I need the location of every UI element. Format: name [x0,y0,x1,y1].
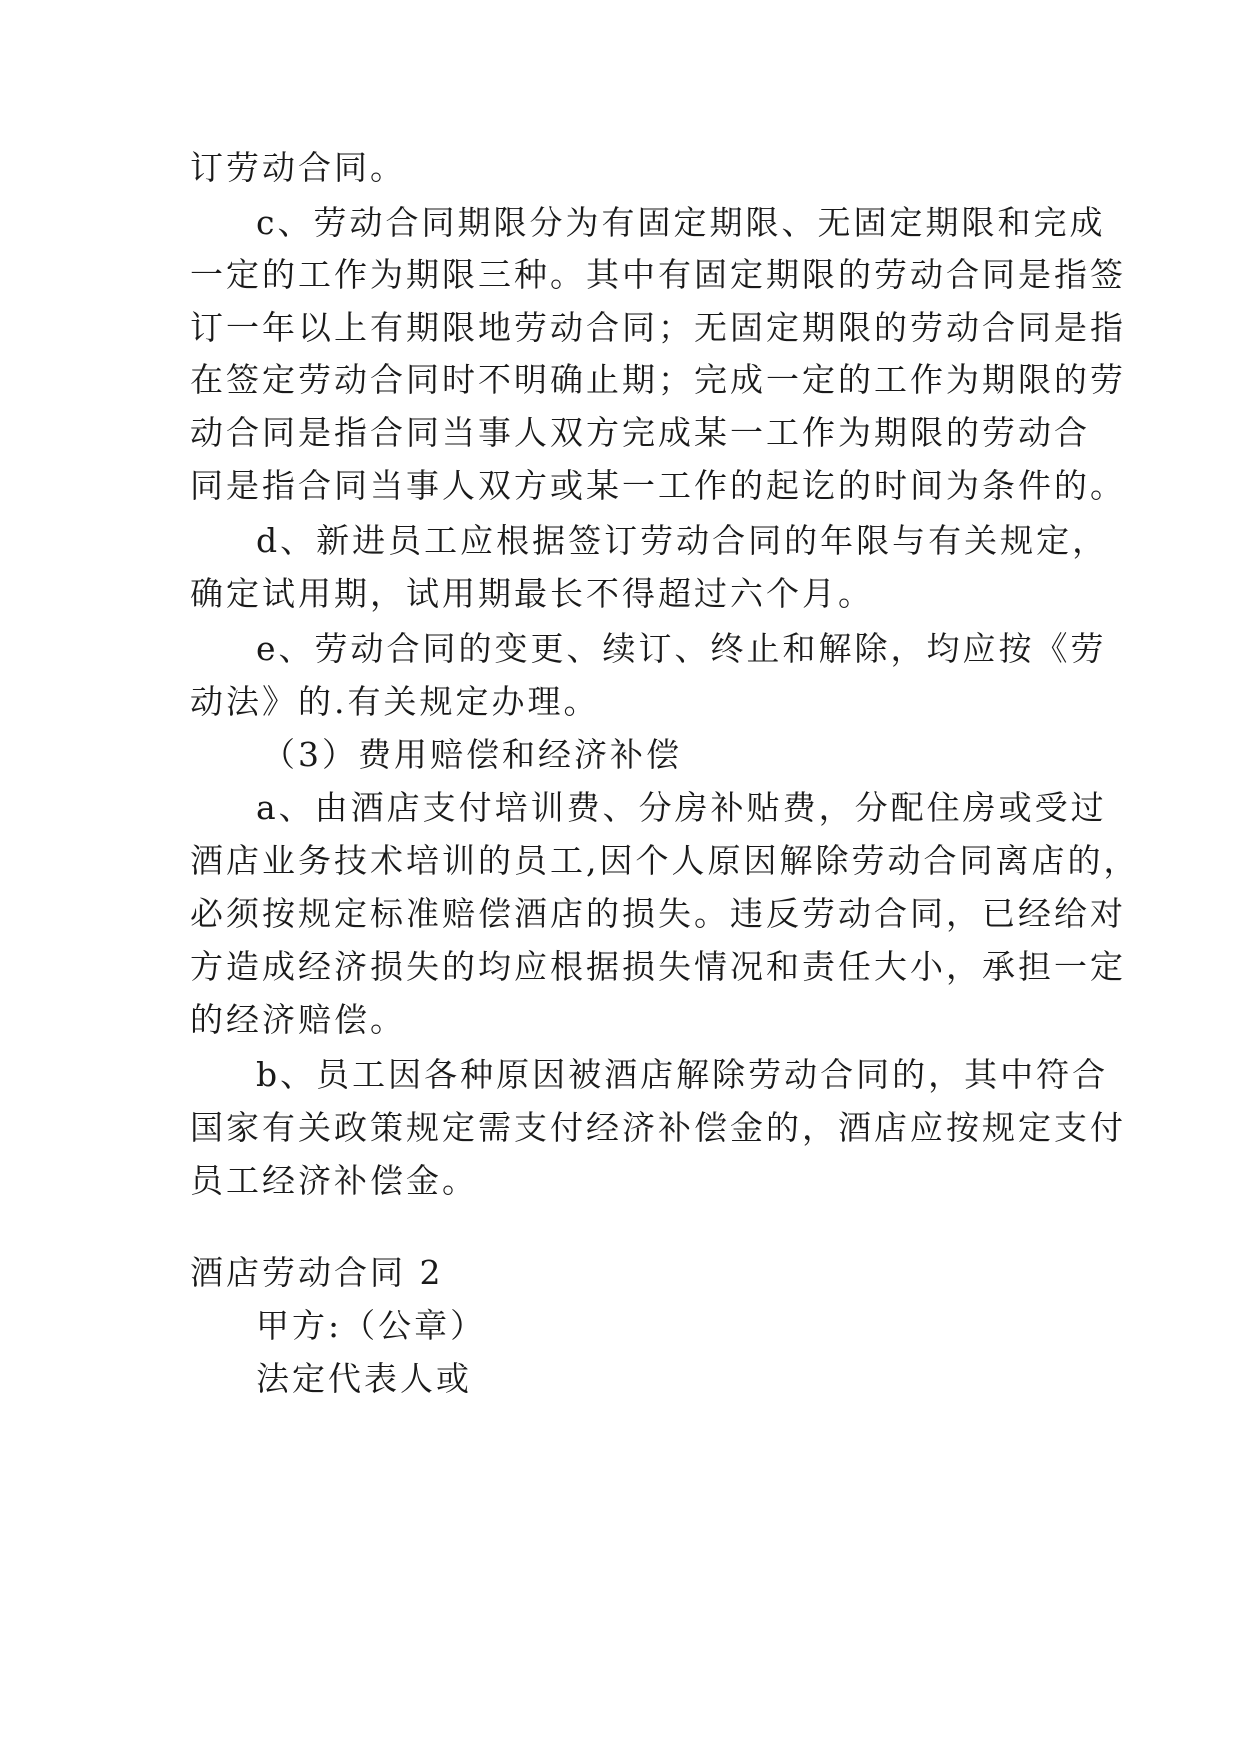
text-line: 订一年以上有期限地劳动合同；无固定期限的劳动合同是指 [190,308,1126,347]
text-line: 酒店业务技术培训的员工,因个人原因解除劳动合同离店的， [190,841,1140,880]
text-line: 的经济赔偿。 [190,1000,406,1039]
text-line: d、新进员工应根据签订劳动合同的年限与有关规定， [256,521,1109,560]
party-a-label: 甲方:（公章） [256,1306,487,1345]
text-line: c、劳动合同期限分为有固定期限、无固定期限和完成 [256,203,1106,242]
text-line: 必须按规定标准赔偿酒店的损失。违反劳动合同，已经给对 [190,894,1126,933]
text-line: 订劳动合同。 [190,148,406,187]
document-title: 酒店劳动合同 2 [190,1253,444,1292]
text-line: e、劳动合同的变更、续订、终止和解除，均应按《劳 [256,629,1107,668]
text-line: a、由酒店支付培训费、分房补贴费，分配住房或受过 [256,788,1107,827]
text-line: 方造成经济损失的均应根据损失情况和责任大小，承担一定 [190,947,1126,986]
text-line: 确定试用期，试用期最长不得超过六个月。 [190,574,874,613]
legal-representative-label: 法定代表人或 [256,1359,472,1398]
text-line: b、员工因各种原因被酒店解除劳动合同的，其中符合 [256,1055,1109,1094]
text-line: 在签定劳动合同时不明确止期；完成一定的工作为期限的劳 [190,360,1126,399]
text-line: 同是指合同当事人双方或某一工作的起讫的时间为条件的。 [190,466,1126,505]
section-heading: （3）费用赔偿和经济补偿 [262,735,682,774]
text-line: 一定的工作为期限三种。其中有固定期限的劳动合同是指签 [190,255,1126,294]
text-line: 动合同是指合同当事人双方完成某一工作为期限的劳动合 [190,413,1090,452]
text-line: 动法》的.有关规定办理。 [190,682,600,721]
text-line: 国家有关政策规定需支付经济补偿金的，酒店应按规定支付 [190,1108,1126,1147]
text-line: 员工经济补偿金。 [190,1161,478,1200]
